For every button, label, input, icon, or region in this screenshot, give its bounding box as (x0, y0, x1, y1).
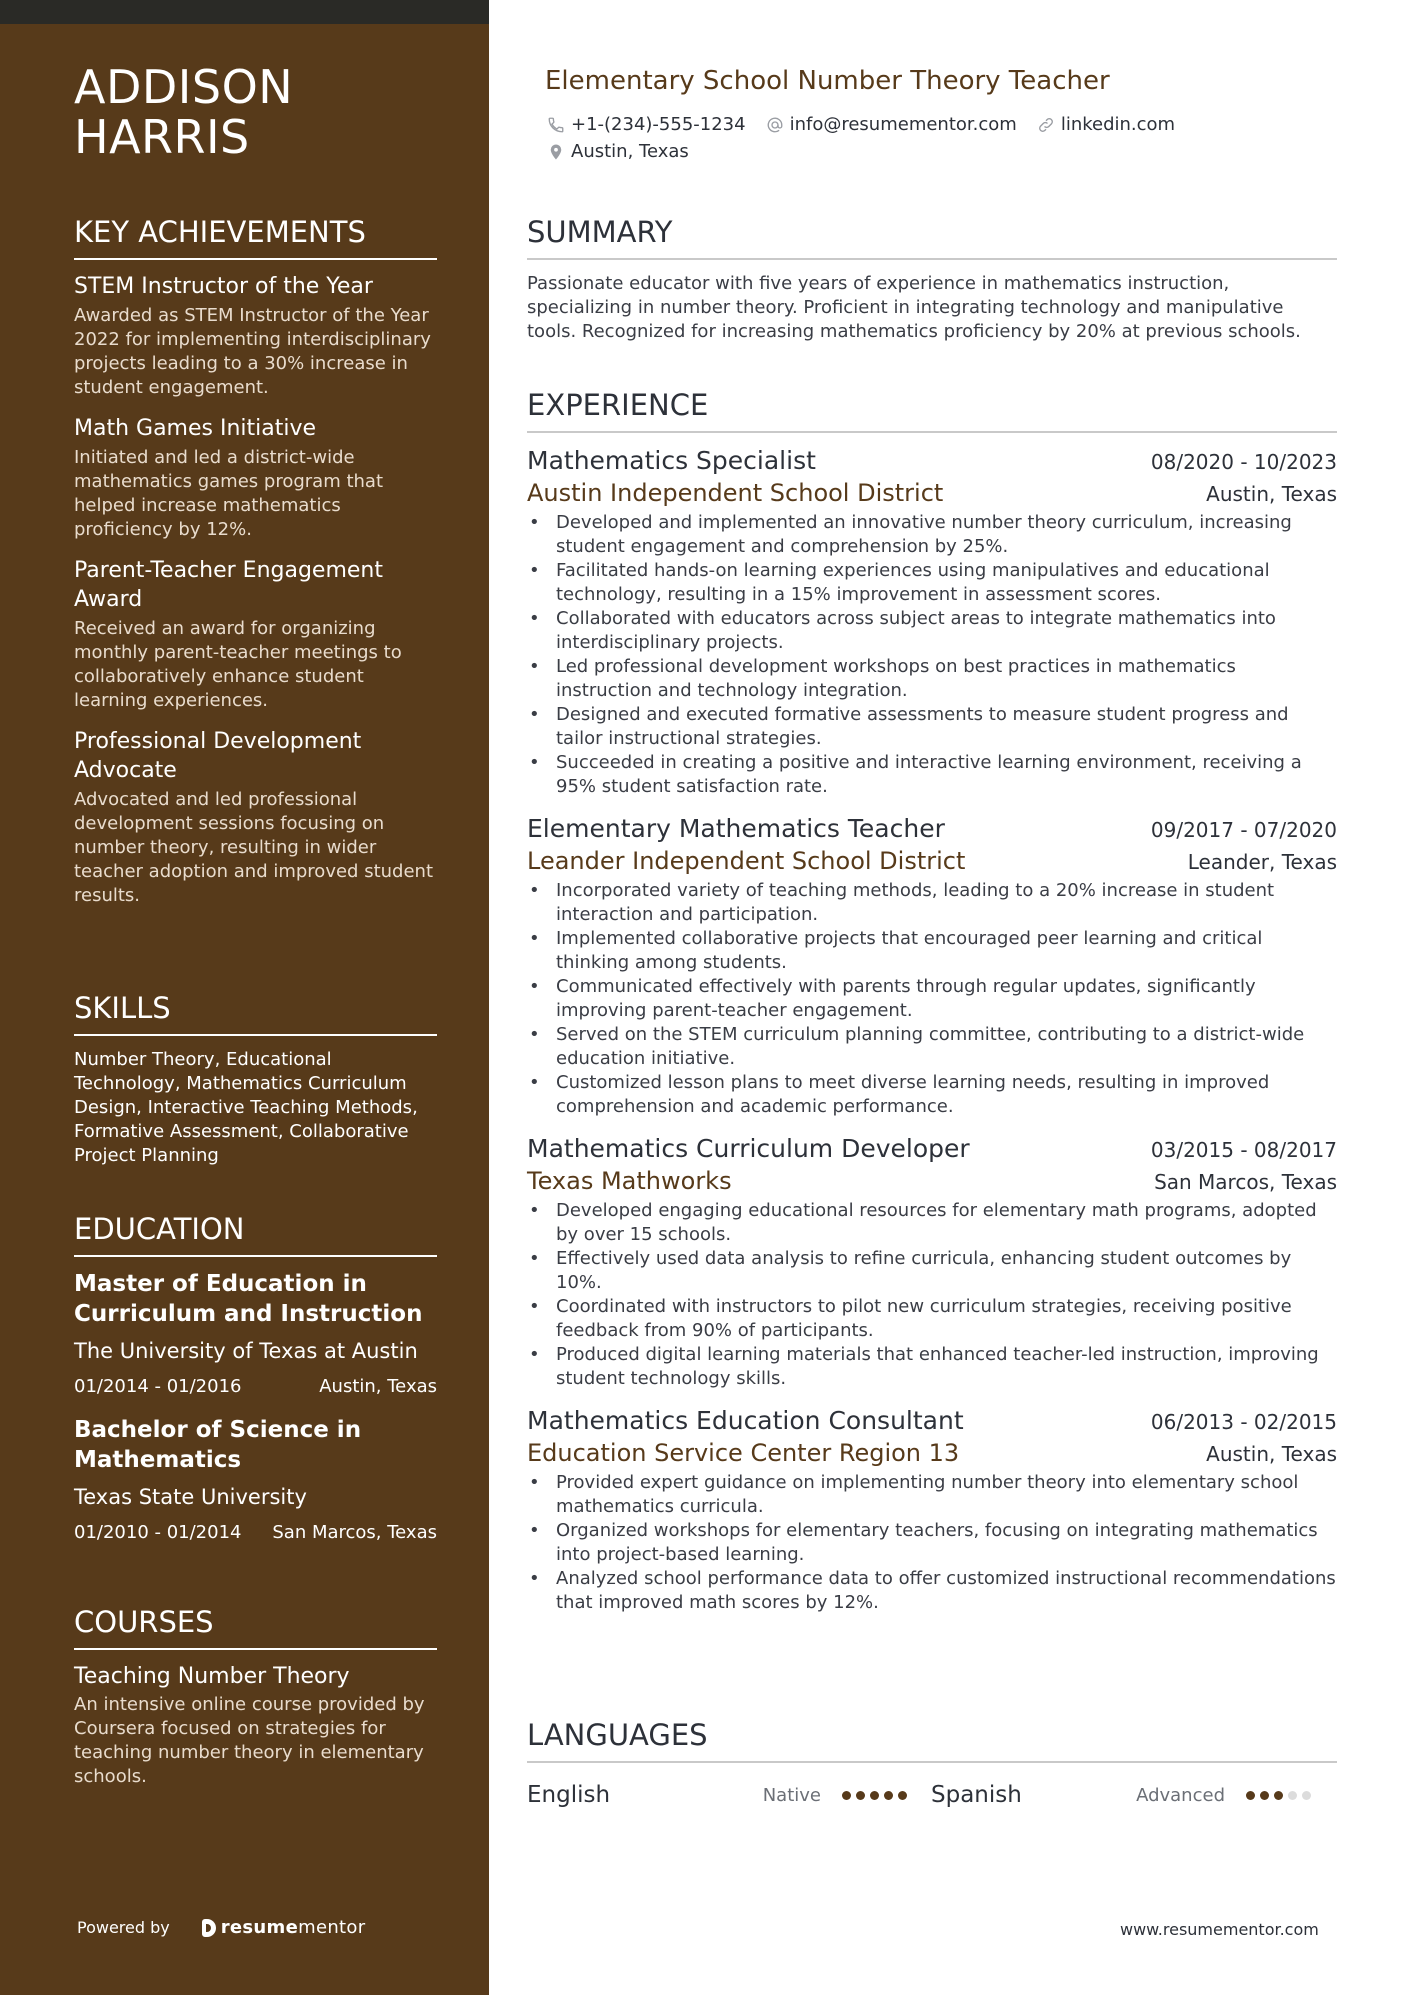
contact-location (547, 138, 689, 165)
job-role: Mathematics Specialist (527, 446, 816, 475)
job-dates: 06/2013 - 02/2015 (1150, 1410, 1337, 1434)
name-line-1: ADDISON (74, 60, 294, 114)
location-text: Austin, Texas (571, 141, 689, 162)
job-bullet: • Organized workshops for elementary teachers, focusing on integrating mathematics into project-based learning. (527, 1519, 1337, 1567)
job-bullet: • Coordinated with instructors to pilot new curriculum strategies, receiving positive feedback from 90% of participants. (527, 1295, 1337, 1343)
language-item (527, 1782, 931, 1808)
target-job-title: Elementary School Number Theory Teacher (545, 66, 1110, 96)
job-company: Austin Independent School District (527, 479, 944, 507)
skills-text: Number Theory, Educational Technology, Mathematics Curriculum Design, Interactive Teaching Methods, Formative Assessment, Collaborative Project Planning (74, 1049, 418, 1166)
proficiency-dot-filled (842, 1791, 851, 1800)
proficiency-dot-filled (1274, 1791, 1283, 1800)
achievement-title: Professional Development Advocate (74, 729, 362, 783)
proficiency-dot-empty (1302, 1791, 1311, 1800)
language-name: English (527, 1782, 611, 1808)
edu-school: Texas State University (74, 1485, 307, 1509)
languages-row (527, 1775, 1337, 1815)
linkedin-text: linkedin.com (1060, 114, 1176, 135)
job-location: Leander, Texas (1187, 850, 1337, 874)
job-location: Austin, Texas (1206, 1442, 1337, 1466)
education-item (74, 1415, 437, 1545)
language-item (931, 1782, 1335, 1808)
job-company: Texas Mathworks (527, 1167, 732, 1195)
proficiency-dots (842, 1791, 912, 1800)
proficiency-dot-filled (898, 1791, 907, 1800)
sidebar (0, 0, 489, 1995)
job-bullet: • Communicated effectively with parents through regular updates, significantly improving parent-teacher engagement. (527, 975, 1337, 1023)
skills-heading: SKILLS (74, 990, 437, 1036)
language-name: Spanish (931, 1782, 1022, 1808)
achievement-title: STEM Instructor of the Year (74, 274, 373, 299)
course-item (74, 1662, 437, 1789)
job-dates: 09/2017 - 07/2020 (1150, 818, 1337, 842)
job-bullet: • Served on the STEM curriculum planning committee, contributing to a district-wide education initiative. (527, 1023, 1337, 1071)
job-role: Elementary Mathematics Teacher (527, 814, 945, 843)
experience-section (527, 387, 1337, 1629)
experience-item (527, 445, 1337, 799)
proficiency-dot-filled (884, 1791, 893, 1800)
brand-bold: resume (220, 1917, 299, 1938)
phone-text: +1-(234)-555-1234 (571, 114, 746, 135)
courses-section (74, 1604, 437, 1789)
phone-icon (547, 116, 565, 134)
experience-item (527, 813, 1337, 1119)
language-level: Advanced (1136, 1784, 1225, 1806)
job-header-row (527, 1405, 1337, 1437)
experience-item (527, 1405, 1337, 1615)
brand-light: mentor (298, 1917, 366, 1938)
education-heading: EDUCATION (74, 1211, 437, 1257)
job-role: Mathematics Education Consultant (527, 1406, 964, 1435)
job-dates: 08/2020 - 10/2023 (1150, 450, 1337, 474)
at-sign-icon (766, 116, 784, 134)
achievement-desc: Received an award for organizing monthly parent-teacher meetings to collaboratively enhance student learning experiences. (74, 618, 402, 711)
job-bullets (527, 1199, 1337, 1391)
job-company-row (527, 1437, 1337, 1469)
edu-degree: Bachelor of Science in Mathematics (74, 1417, 362, 1473)
powered-by (77, 1917, 365, 1938)
achievement-desc: Awarded as STEM Instructor of the Year 2022 for implementing interdisciplinary projects leading to a 30% increase in student engagement. (74, 305, 431, 398)
contact-email (766, 111, 1017, 138)
job-dates: 03/2015 - 08/2017 (1150, 1138, 1337, 1162)
languages-heading: LANGUAGES (527, 1717, 1337, 1763)
contact-phone (547, 111, 746, 138)
key-achievements-section (74, 214, 437, 922)
contact-row (547, 111, 1337, 138)
name-line-2: HARRIS (74, 110, 250, 164)
job-bullet: • Succeeded in creating a positive and interactive learning environment, receiving a 95% student satisfaction rate. (527, 751, 1337, 799)
job-bullet: • Provided expert guidance on implementing number theory into elementary school mathematics curricula. (527, 1471, 1337, 1519)
job-bullet: • Effectively used data analysis to refine curricula, enhancing student outcomes by 10%. (527, 1247, 1337, 1295)
powered-by-label: Powered by (77, 1918, 170, 1937)
job-company-row (527, 845, 1337, 877)
achievement-item (74, 727, 437, 908)
experience-item (527, 1133, 1337, 1391)
language-level: Native (762, 1784, 821, 1806)
achievement-title: Parent-Teacher Engagement Award (74, 558, 383, 612)
candidate-name (74, 62, 293, 162)
education-item (74, 1269, 437, 1399)
job-header-row (527, 445, 1337, 477)
courses-heading: COURSES (74, 1604, 437, 1650)
achievement-item (74, 414, 437, 542)
job-header-row (527, 813, 1337, 845)
job-bullet: • Developed and implemented an innovative number theory curriculum, increasing student engagement and comprehension by 25%. (527, 511, 1337, 559)
key-achievements-heading: KEY ACHIEVEMENTS (74, 214, 437, 260)
proficiency-dot-filled (1260, 1791, 1269, 1800)
course-title: Teaching Number Theory (74, 1664, 350, 1689)
main-content (527, 0, 1337, 1995)
job-company-row (527, 477, 1337, 509)
edu-dates: 01/2010 - 01/2014 (74, 1522, 242, 1543)
edu-location: San Marcos, Texas (272, 1522, 437, 1543)
job-company: Leander Independent School District (527, 847, 966, 875)
job-bullet: • Analyzed school performance data to offer customized instructional recommendations that improved math scores by 12%. (527, 1567, 1337, 1615)
achievement-desc: Initiated and led a district-wide mathematics games program that helped increase mathematics proficiency by 12%. (74, 447, 383, 540)
resumementor-logo (202, 1917, 366, 1938)
proficiency-dots (1246, 1791, 1316, 1800)
job-bullet: • Facilitated hands-on learning experiences using manipulatives and educational technology, resulting in a 15% improvement in assessment scores. (527, 559, 1337, 607)
edu-meta (74, 1375, 437, 1399)
job-location: Austin, Texas (1206, 482, 1337, 506)
job-bullet: • Designed and executed formative assessments to measure student progress and tailor instructional strategies. (527, 703, 1337, 751)
contact-info (547, 111, 1337, 165)
job-bullet: • Led professional development workshops on best practices in mathematics instruction and technology integration. (527, 655, 1337, 703)
achievement-desc: Advocated and led professional development sessions focusing on number theory, resulting in wider teacher adoption and improved student results. (74, 789, 434, 906)
edu-location: Austin, Texas (319, 1376, 437, 1397)
languages-section (527, 1717, 1337, 1815)
edu-meta (74, 1521, 437, 1545)
job-company: Education Service Center Region 13 (527, 1439, 960, 1467)
email-text: info@resumementor.com (789, 114, 1017, 135)
contact-row (547, 138, 1337, 165)
location-pin-icon (547, 143, 565, 161)
proficiency-dot-filled (856, 1791, 865, 1800)
summary-heading: SUMMARY (527, 214, 1337, 260)
achievement-item (74, 556, 437, 713)
job-bullet: • Collaborated with educators across subject areas to integrate mathematics into interdisciplinary projects. (527, 607, 1337, 655)
resumementor-logo-icon (202, 1919, 216, 1937)
course-desc: An intensive online course provided by Coursera focused on strategies for teaching number theory in elementary schools. (74, 1694, 425, 1787)
proficiency-dot-empty (1288, 1791, 1297, 1800)
proficiency-dot-filled (870, 1791, 879, 1800)
summary-text: Passionate educator with five years of experience in mathematics instruction, specializing in number theory. Proficient in integrating technology and manipulative tools. Recognized for increasing mathematics proficiency by 20% at previous schools. (527, 273, 1301, 342)
summary-section (527, 214, 1337, 344)
education-section (74, 1211, 437, 1561)
achievement-title: Math Games Initiative (74, 416, 317, 441)
proficiency-dot-filled (1246, 1791, 1255, 1800)
achievement-item (74, 272, 437, 400)
job-header-row (527, 1133, 1337, 1165)
link-icon (1037, 116, 1055, 134)
job-bullet: • Developed engaging educational resources for elementary math programs, adopted by over 15 schools. (527, 1199, 1337, 1247)
footer-url: www.resumementor.com (1120, 1920, 1319, 1939)
job-location: San Marcos, Texas (1154, 1170, 1337, 1194)
job-role: Mathematics Curriculum Developer (527, 1134, 970, 1163)
skills-section (74, 990, 437, 1168)
edu-school: The University of Texas at Austin (74, 1339, 418, 1363)
contact-linkedin (1037, 111, 1175, 138)
edu-degree: Master of Education in Curriculum and Instruction (74, 1271, 423, 1327)
sidebar-top-bar (0, 0, 489, 24)
job-bullet: • Implemented collaborative projects that encouraged peer learning and critical thinking among students. (527, 927, 1337, 975)
job-bullets (527, 511, 1337, 799)
job-company-row (527, 1165, 1337, 1197)
job-bullets (527, 879, 1337, 1119)
job-bullet: • Incorporated variety of teaching methods, leading to a 20% increase in student interaction and participation. (527, 879, 1337, 927)
job-bullets (527, 1471, 1337, 1615)
experience-heading: EXPERIENCE (527, 387, 1337, 433)
job-bullet: • Produced digital learning materials that enhanced teacher-led instruction, improving student technology skills. (527, 1343, 1337, 1391)
edu-dates: 01/2014 - 01/2016 (74, 1376, 242, 1397)
job-bullet: • Customized lesson plans to meet diverse learning needs, resulting in improved comprehension and academic performance. (527, 1071, 1337, 1119)
